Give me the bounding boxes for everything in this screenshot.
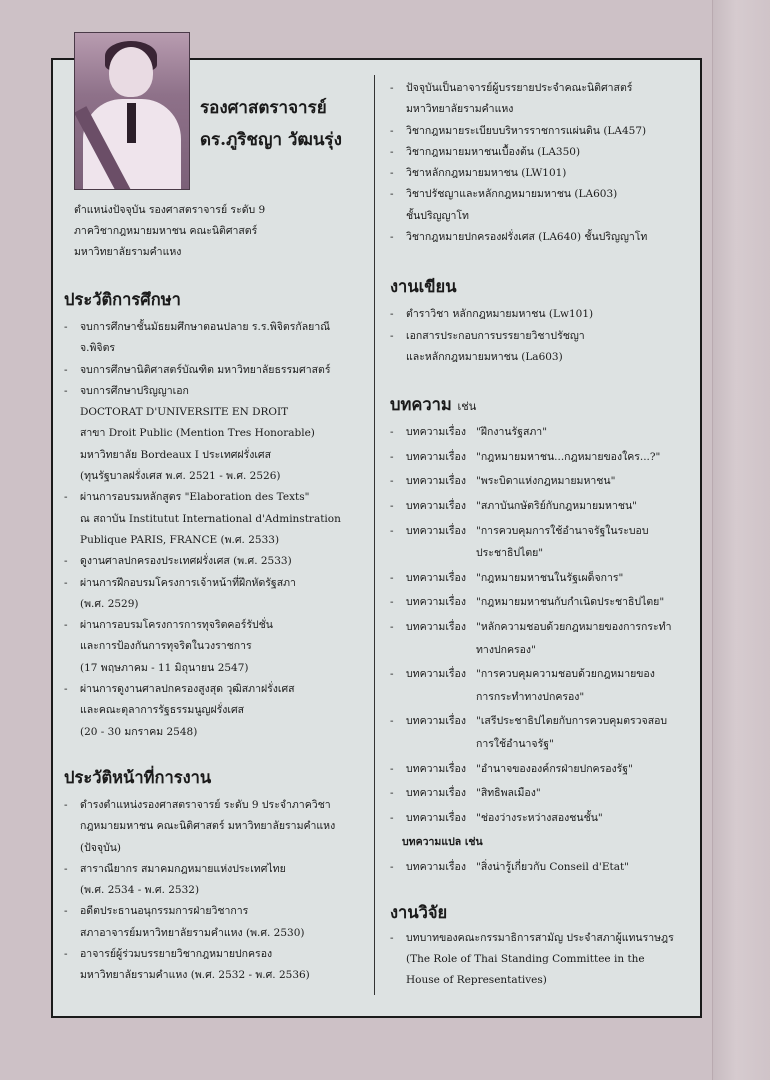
article-title: "หลักความชอบด้วยกฎหมายของการกระทำ (476, 621, 672, 634)
article-title: "กฎหมายมหาชนในรัฐเผด็จการ" (476, 571, 624, 584)
list-item (64, 487, 364, 551)
list-item-line: เอกสารประกอบการบรรยายวิชาปรัชญา (406, 329, 585, 342)
list-item-line: วิชากฎหมายระเบียบบริหารราชการแผ่นดิน (LA457) (406, 124, 647, 137)
article-prefix: บทความเรื่อง (406, 668, 466, 681)
list-item-line: (พ.ศ. 2529) (80, 597, 139, 610)
article-item: - บทความเรื่อง "ฝึกงานรัฐสภา" (390, 420, 690, 445)
bullet-dash: - (64, 948, 68, 961)
list-item (390, 142, 690, 163)
list-item-line: (พ.ศ. 2534 - พ.ศ. 2532) (80, 884, 200, 897)
list-item-line: (20 - 30 มกราคม 2548) (80, 725, 198, 738)
bullet-dash: - (390, 145, 394, 158)
list-item-line: กฎหมายมหาชน คณะนิติศาสตร์ มหาวิทยาลัยรามคำแหง (80, 820, 336, 833)
bullet-dash: - (390, 167, 394, 180)
article-title: "สิทธิพลเมือง" (476, 787, 541, 800)
article-prefix: บทความเรื่อง (406, 621, 466, 634)
article-prefix: บทความเรื่อง (406, 596, 466, 609)
article-prefix: บทความเรื่อง (406, 762, 466, 775)
article-title: "ช่องว่างระหว่างสองชนชั้น" (476, 811, 603, 824)
list-item (390, 78, 690, 121)
list-item-line: (ทุนรัฐบาลฝรั่งเศส พ.ศ. 2521 - พ.ศ. 2526) (80, 470, 281, 483)
research-english-line: House of Representatives) (406, 973, 547, 986)
list-item-line: ตำราวิชา หลักกฎหมายมหาชน (Lw101) (406, 308, 594, 321)
bullet-dash: - (390, 308, 394, 321)
work-list (64, 795, 364, 987)
list-item-line: สาราณียากร สมาคมกฎหมายแห่งประเทศไทย (80, 862, 286, 875)
article-item: - บทความเรื่อง "พระบิดาแห่งกฎหมายมหาชน" (390, 469, 690, 494)
bullet-dash: - (390, 231, 394, 244)
bullet-dash: - (390, 82, 394, 94)
list-item (64, 573, 364, 616)
writing-list (390, 304, 690, 368)
research-item: - บทบาทของคณะกรรมาธิการสามัญ ประจำสภาผู้แทนราษฎร (390, 931, 674, 944)
list-item (64, 615, 364, 679)
bullet-dash: - (64, 683, 68, 696)
list-item-line: และหลักกฎหมายมหาชน (La603) (406, 350, 563, 363)
list-item-line: จบการศึกษานิติศาสตร์บัณฑิต มหาวิทยาลัยธรรมศาสตร์ (80, 363, 331, 376)
list-item-line: วิชากฎหมายปกครองฝรั่งเศส (LA640) ชั้นปริญญาโท (406, 231, 648, 244)
article-item: - บทความเรื่อง "อำนาจขององค์กรฝ่ายปกครองรัฐ" (390, 757, 690, 782)
list-item-line: มหาวิทยาลัยรามคำแหง (พ.ศ. 2532 - พ.ศ. 2536) (80, 969, 310, 982)
list-item (64, 795, 364, 859)
bullet-dash: - (390, 124, 394, 137)
article-title-cont: การใช้อำนาจรัฐ" (476, 737, 554, 750)
article-item: - บทความเรื่อง "ช่องว่างระหว่างสองชนชั้น" (390, 806, 690, 831)
list-item-line: ผ่านการอบรมหลักสูตร "Elaboration des Texts" (80, 491, 310, 504)
list-item (64, 859, 364, 902)
person-name: ดร.ภูริชญา วัฒนรุ่ง (200, 130, 342, 150)
article-item: - บทความเรื่อง "กฎหมายมหาชน...กฎหมายของใคร...?" (390, 445, 690, 470)
article-item: - บทความเรื่อง "สิ่งน่ารู้เกี่ยวกับ Conseil d'Etat" (390, 855, 690, 880)
portrait-photo (74, 32, 190, 190)
article-prefix: บทความเรื่อง (406, 715, 466, 728)
column-divider (374, 75, 375, 995)
article-prefix: บทความเรื่อง (406, 450, 466, 463)
list-item (64, 551, 364, 572)
article-title-cont: ประชาธิปไตย" (476, 547, 544, 560)
list-item-line: (17 พฤษภาคม - 11 มิถุนายน 2547) (80, 661, 249, 674)
article-title: "สภาบันกษัตริย์กับกฎหมายมหาชน" (476, 500, 637, 513)
list-item (390, 184, 690, 227)
article-item: - บทความเรื่อง "กฎหมายมหาชนกับกำเนิดประชาธิปไตย" (390, 590, 690, 615)
article-item: - บทความเรื่อง "สิทธิพลเมือง" (390, 781, 690, 806)
article-prefix: บทความเรื่อง (406, 500, 466, 513)
list-item-line: และการป้องกันการทุจริตในวงราชการ (80, 640, 252, 653)
page-edge (712, 0, 770, 1080)
article-item: - บทความเรื่อง "เสรีประชาธิปไตยกับการควบคุมตรวจสอบ (390, 709, 690, 734)
teaching-list (390, 78, 690, 248)
current-position: ตำแหน่งปัจจุบัน รองศาสตราจารย์ ระดับ 9 ภาควิชากฎหมายมหาชน คณะนิติศาสตร์ มหาวิทยาลัยรามคำแหง (74, 204, 266, 258)
list-item-line: วิชาปรัชญาและหลักกฎหมายมหาชน (LA603) (406, 188, 618, 201)
work-heading: ประวัติหน้าที่การงาน (64, 767, 212, 787)
list-item (390, 163, 690, 184)
list-item-line: จ.พิจิตร (80, 342, 116, 355)
education-list (64, 317, 364, 743)
article-prefix: บทความเรื่อง (406, 787, 466, 800)
bullet-dash: - (64, 384, 68, 397)
list-item-line: ดำรงตำแหน่งรองศาสตราจารย์ ระดับ 9 ประจำภาควิชา (80, 798, 331, 811)
article-title: "พระบิดาแห่งกฎหมายมหาชน" (476, 475, 616, 488)
article-prefix: บทความเรื่อง (406, 571, 466, 584)
bullet-dash: - (64, 576, 68, 589)
article-title: "ฝึกงานรัฐสภา" (476, 426, 548, 439)
list-item (64, 360, 364, 381)
article-title: "การควบคุมความชอบด้วยกฎหมายของ (476, 668, 655, 681)
bullet-dash: - (390, 188, 394, 201)
article-prefix: บทความเรื่อง (406, 811, 466, 824)
list-item (64, 317, 364, 360)
list-item-line: และคณะตุลาการรัฐธรรมนูญฝรั่งเศส (80, 704, 245, 717)
translated-articles-label: บทความแปล เช่น (402, 836, 483, 849)
list-item-line: สาขา Droit Public (Mention Tres Honorable) (80, 427, 315, 440)
bullet-dash: - (390, 329, 394, 342)
article-title-cont: การกระทำทางปกครอง" (476, 690, 585, 703)
bullet-dash: - (64, 363, 68, 376)
list-item (390, 227, 690, 248)
list-item-line: วิชาหลักกฎหมายมหาชน (LW101) (406, 167, 567, 180)
article-title: "เสรีประชาธิปไตยกับการควบคุมตรวจสอบ (476, 715, 668, 728)
bullet-dash: - (64, 619, 68, 632)
article-item: - บทความเรื่อง "การควบคุมความชอบด้วยกฎหมายของ (390, 662, 690, 687)
list-item-line: อาจารย์ผู้ร่วมบรรยายวิชากฎหมายปกครอง (80, 948, 273, 961)
research-heading: งานวิจัย (390, 902, 448, 922)
list-item-line: ปัจจุบันเป็นอาจารย์ผู้บรรยายประจำคณะนิติศาสตร์ (406, 82, 633, 94)
list-item-line: ณ สถาบัน Institutut International d'Adminstration (80, 512, 341, 525)
article-title: "กฎหมายมหาชนกับกำเนิดประชาธิปไตย" (476, 596, 665, 609)
list-item (390, 121, 690, 142)
list-item-line: วิชากฎหมายมหาชนเบื้องต้น (LA350) (406, 145, 581, 158)
list-item-line: มหาวิทยาลัยรามคำแหง (406, 103, 514, 116)
articles-list (390, 420, 690, 879)
bullet-dash: - (64, 491, 68, 504)
bullet-dash: - (64, 555, 68, 568)
article-title: "อำนาจขององค์กรฝ่ายปกครองรัฐ" (476, 762, 633, 775)
list-item (64, 679, 364, 743)
list-item-line: สภาอาจารย์มหาวิทยาลัยรามคำแหง (พ.ศ. 2530) (80, 926, 305, 939)
education-heading: ประวัติการศึกษา (64, 290, 181, 309)
list-item-line: ดูงานศาลปกครองประเทศฝรั่งเศส (พ.ศ. 2533) (80, 555, 292, 568)
list-item-line: จบการศึกษาชั้นมัธยมศึกษาตอนปลาย ร.ร.พิจิตรกัลยาณี (80, 321, 330, 333)
list-item-line: ชั้นปริญญาโท (406, 209, 469, 222)
bullet-dash: - (64, 905, 68, 918)
list-item-line: มหาวิทยาลัย Bordeaux I ประเทศฝรั่งเศส (80, 448, 271, 461)
article-item: - บทความเรื่อง "การควบคุมการใช้อำนาจรัฐในระบอบ (390, 519, 690, 544)
list-item (64, 944, 364, 987)
articles-heading: บทความ เช่น (390, 395, 477, 415)
list-item-line: ผ่านการดูงานศาลปกครองสูงสุด วุฒิสภาฝรั่งเศส (80, 683, 295, 696)
list-item-line: (ปัจจุบัน) (80, 841, 122, 854)
list-item-line: Publique PARIS, FRANCE (พ.ศ. 2533) (80, 533, 280, 546)
article-title-cont: ทางปกครอง" (476, 643, 536, 656)
article-title: "กฎหมายมหาชน...กฎหมายของใคร...?" (476, 450, 661, 463)
list-item-line: ผ่านการอบรมโครงการการทุจริตคอร์รัปชั่น (80, 619, 273, 632)
list-item-line: อดีตประธานอนุกรรมการฝ่ายวิชาการ (80, 905, 249, 918)
list-item (64, 901, 364, 944)
article-item: - บทความเรื่อง "สภาบันกษัตริย์กับกฎหมายมหาชน" (390, 494, 690, 519)
list-item-line: DOCTORAT D'UNIVERSITE EN DROIT (80, 406, 289, 419)
list-item (390, 326, 690, 369)
article-title: "สิ่งน่ารู้เกี่ยวกับ Conseil d'Etat" (476, 860, 630, 873)
article-prefix: บทความเรื่อง (406, 524, 466, 537)
article-prefix: บทความเรื่อง (406, 475, 466, 488)
bullet-dash: - (64, 798, 68, 811)
article-item: - บทความเรื่อง "หลักความชอบด้วยกฎหมายของการกระทำ (390, 615, 690, 640)
bullet-dash: - (64, 862, 68, 875)
writing-heading: งานเขียน (390, 277, 457, 297)
article-prefix: บทความเรื่อง (406, 426, 466, 439)
article-item: - บทความเรื่อง "กฎหมายมหาชนในรัฐเผด็จการ" (390, 566, 690, 591)
right-column (390, 78, 690, 991)
list-item (390, 304, 690, 325)
article-title: "การควบคุมการใช้อำนาจรัฐในระบอบ (476, 524, 649, 537)
academic-rank: รองศาสตราจารย์ (200, 98, 327, 118)
left-column (64, 200, 364, 987)
list-item (64, 381, 364, 487)
bullet-dash: - (64, 321, 68, 333)
list-item-line: ผ่านการฝึกอบรมโครงการเจ้าหน้าที่ฝึกหัดรัฐสภา (80, 576, 296, 589)
list-item-line: จบการศึกษาปริญญาเอก (80, 384, 189, 397)
research-english-line: (The Role of Thai Standing Committee in the (406, 952, 645, 965)
article-prefix: บทความเรื่อง (406, 860, 466, 873)
